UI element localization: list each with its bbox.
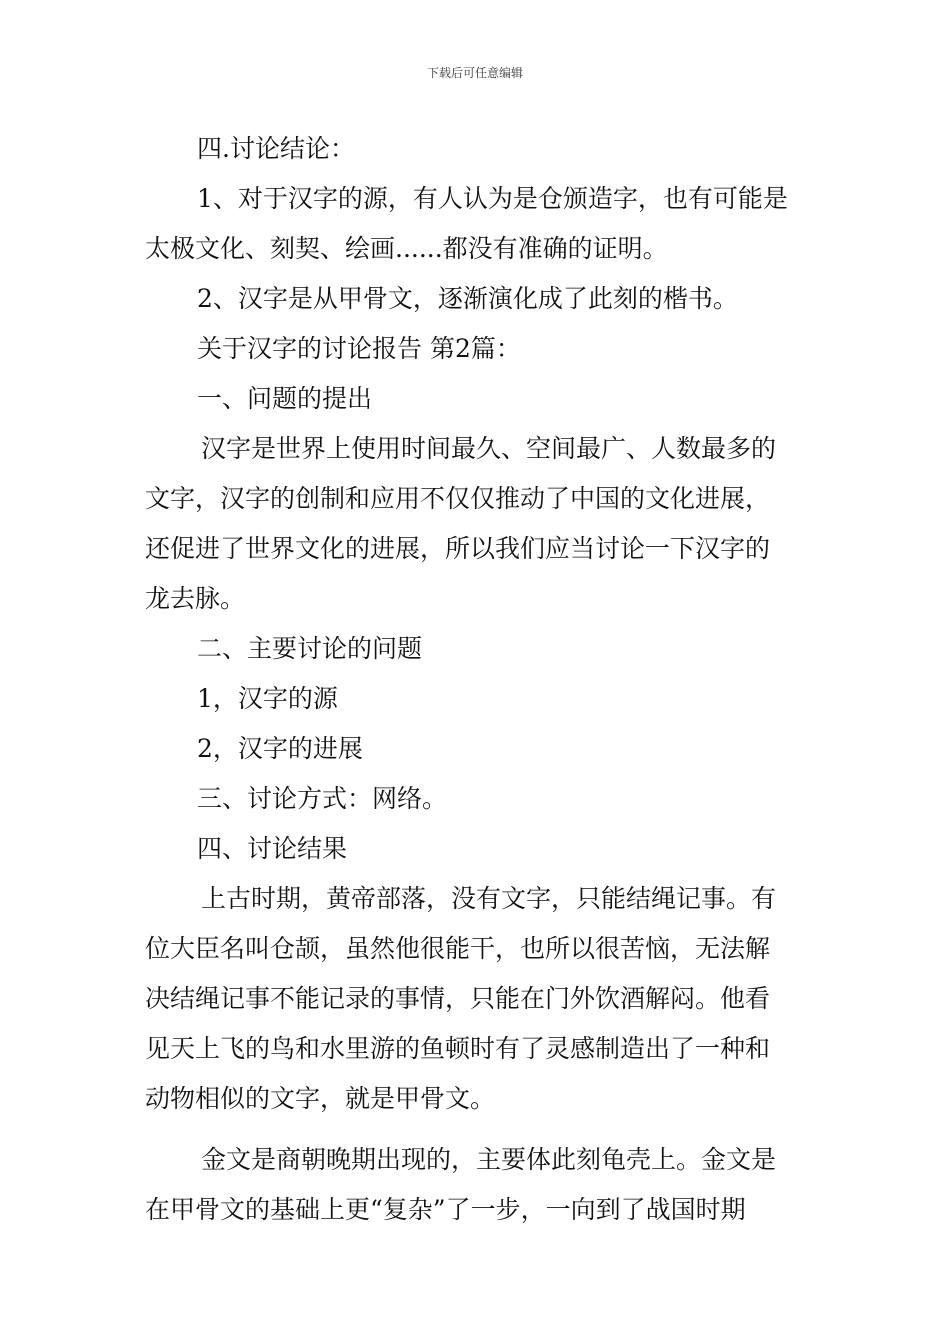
paragraph-spacer [145,1124,807,1135]
page-header: 下载后可任意编辑 [426,66,523,80]
result-line: 见天上飞的鸟和水里游的鱼顿时有了灵感制造出了一种和 [145,1034,771,1063]
result-line: 决结绳记事不能记录的事情，只能在门外饮酒解闷。他看 [145,984,771,1013]
result-line: 位大臣名叫仓颉，虽然他很能干，也所以很苦恼，无法解 [145,934,771,963]
section-3-heading: 三、讨论方式：网络。 [197,784,448,813]
conclusion-heading: 四.讨论结论： [197,134,355,163]
intro-paragraph [145,424,807,624]
section-1-heading: 一、问题的提出 [197,384,373,413]
question-2: 2，汉字的进展 [197,734,363,763]
intro-line: 龙去脉。 [145,584,246,613]
section-4-heading: 四、讨论结果 [197,834,348,863]
report-title: 关于汉字的讨论报告 第2篇： [197,334,521,363]
conclusion-item-2: 2、汉字是从甲骨文，逐渐演化成了此刻的楷书。 [197,284,738,313]
intro-line: 汉字是世界上使用时间最久、空间最广、人数最多的 [201,434,777,463]
intro-line: 还促进了世界文化的进展，所以我们应当讨论一下汉字的 [145,534,771,563]
result-line: 上古时期，黄帝部落，没有文字，只能结绳记事。有 [201,884,777,913]
bronze-line: 金文是商朝晚期出现的，主要体此刻龟壳上。金文是 [201,1145,777,1174]
bronze-paragraph [145,1135,807,1235]
conclusion-item-1-line-1: 1、对于汉字的源，有人认为是仓颁造字，也有可能是 [197,184,788,213]
result-paragraph [145,874,807,1124]
conclusion-item-1-line-2: 太极文化、刻契、绘画......都没有准确的证明。 [145,234,668,263]
intro-line: 文字，汉字的创制和应用不仅仅推动了中国的文化进展， [145,484,771,513]
question-1: 1，汉字的源 [197,684,338,713]
bronze-line: 在甲骨文的基础上更“复杂”了一步，一向到了战国时期 [145,1195,746,1224]
document-body [145,124,807,1235]
result-line: 动物相似的文字，就是甲骨文。 [145,1084,496,1113]
section-2-heading: 二、主要讨论的问题 [197,634,423,663]
